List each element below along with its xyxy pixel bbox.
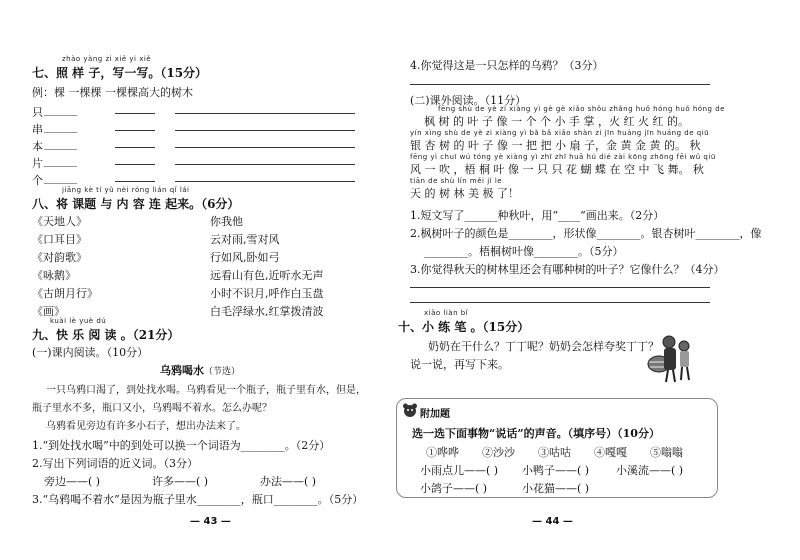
extra-row1-item-1[interactable]: 小雨点儿——( ) (420, 464, 499, 477)
s7-row-3-fill: ______ (44, 137, 77, 150)
s7-row-1-blank-a[interactable] (115, 113, 155, 114)
s10-prompt-2: 说一说，再写下来。 (410, 358, 509, 371)
s8-right-5[interactable]: 小时不识月,呼作白玉盘 (210, 287, 324, 300)
extra-badge (402, 402, 418, 422)
rq3-answer-line-2[interactable] (410, 302, 710, 303)
grandma-child-illustration (644, 332, 694, 388)
read-line-1-pinyin: fēng shù de yè zi xiàng yì gè gè xiǎo shǒu zhǎng huǒ hóng huǒ hóng de (438, 105, 725, 113)
s8-left-4[interactable]: 《咏鹅》 (32, 269, 76, 282)
q4-answer-line[interactable] (410, 84, 710, 85)
s7-row-2-blank-a[interactable] (115, 130, 155, 131)
s8-pinyin: jiāng kè tí yǔ nèi róng lián qǐ lái (62, 186, 190, 194)
s9-q2: 2.写出下列词语的近义词。（3分） (32, 457, 198, 470)
page-number-right: — 44 — (532, 516, 573, 527)
s7-title: 七、照 样 子，写一写。（15分） (32, 66, 208, 80)
s8-left-2[interactable]: 《口耳目》 (32, 233, 87, 246)
read-line-4: 天 的 树 林 美 极 了！ (410, 187, 519, 200)
rq3: 3.你觉得秋天的树林里还会有哪种树的叶子？它像什么？（4分） (410, 263, 725, 276)
story-para-1b: 瓶子里水不多，瓶口又小，乌鸦喝不着水。怎么办呢？ (32, 403, 272, 414)
s9-pinyin: kuài lè yuè dú (50, 317, 107, 325)
s7-row-1-fill: ______ (44, 103, 77, 116)
s7-row-3-blank-a[interactable] (115, 147, 155, 148)
story-para-2: 乌鸦看见旁边有许多小石子，想出办法来了。 (46, 421, 246, 432)
s8-title: 八、将 课题 与 内 容 连 起来。（6分） (32, 197, 240, 211)
s7-example: 例：棵 一棵棵 一棵棵高大的树木 (32, 86, 193, 99)
s8-left-1[interactable]: 《天地人》 (32, 215, 87, 228)
s10-title: 十、小 练 笔 。（15分） (398, 320, 530, 334)
s7-pinyin: zhào yàng zi xiě yi xiě (62, 55, 152, 63)
s10-pinyin: xiǎo liàn bǐ (424, 309, 469, 317)
s9-q3: 3.“乌鸦喝不着水”是因为瓶子里水________，瓶口________。（5分） (32, 493, 364, 506)
s7-row-4-blank-a[interactable] (115, 164, 155, 165)
read-line-2-pinyin: yín xìng shù de yè zi xiàng yì bǎ bǎ xiǎo shàn zi jīn huáng jīn huáng de qiū (410, 129, 710, 137)
read-line-4-pinyin: tiān de shù lín měi jí le (410, 177, 503, 185)
story-para-1: 一只乌鸦口渴了，到处找水喝。乌鸦看见一个瓶子，瓶子里有水，但是， (46, 385, 366, 396)
extra-row2-item-1[interactable]: 小鸽子——( ) (420, 482, 488, 495)
s7-row-4-fill: ______ (44, 154, 77, 167)
extra-option-2: ②沙沙 (482, 446, 515, 459)
s9-q2-a[interactable]: 旁边——( ) (44, 475, 101, 488)
page-number-left: — 43 — (190, 516, 231, 527)
s8-left-6[interactable]: 《画》 (32, 305, 65, 318)
s7-row-2-blank-b[interactable] (175, 130, 355, 131)
rq2: 2.枫树叶子的颜色是________，形状像________。银杏树叶________，像 (410, 227, 762, 240)
s9-sub1: (一)课内阅读。（10分） (32, 346, 149, 359)
read-line-2: 银 杏 树 的 叶 子 像 一 把 把 小 扇 子，金 黄 金 黄 的。 秋 (410, 139, 701, 152)
extra-option-5: ⑤嗡嗡 (650, 446, 683, 459)
extra-row1-item-3[interactable]: 小溪流——( ) (616, 464, 684, 477)
s8-left-5[interactable]: 《古朗月行》 (32, 287, 98, 300)
bear-icon (402, 402, 418, 418)
s10-prompt-1: 奶奶在干什么？丁丁呢？奶奶会怎样夸奖丁丁？ (428, 340, 659, 353)
extra-option-1: ①哗哗 (426, 446, 459, 459)
s7-row-5-blank-b[interactable] (175, 181, 355, 182)
s9-q2-c[interactable]: 办法——( ) (260, 475, 317, 488)
extra-option-3: ③咕咕 (538, 446, 571, 459)
s9-q1: 1.“到处找水喝”中的到处可以换一个词语为________。（2分） (32, 439, 331, 452)
s7-row-5-blank-a[interactable] (115, 181, 155, 182)
rq2b: ________。梧桐树叶像________。（5分） (424, 245, 624, 258)
s8-right-3[interactable]: 行如风,卧如弓 (210, 251, 280, 264)
s7-row-3-char: 本 (32, 140, 43, 153)
s7-row-2-char: 串 (32, 123, 43, 136)
rq1: 1.短文写了______种秋叶，用“____”画出来。（2分） (410, 209, 665, 222)
s7-row-1-blank-b[interactable] (175, 113, 355, 114)
s9-q2-b[interactable]: 许多——( ) (152, 475, 209, 488)
s8-right-1[interactable]: 你我他 (210, 215, 243, 228)
sub2: (二)课外阅读。（11分） (410, 94, 527, 107)
s7-row-1-char: 只 (32, 106, 43, 119)
s8-right-4[interactable]: 远看山有色,近听水无声 (210, 269, 324, 282)
s7-row-2-fill: ______ (44, 120, 77, 133)
s7-row-4-char: 片 (32, 157, 43, 170)
rq3-answer-line-1[interactable] (410, 287, 710, 288)
story-title: 乌鸦喝水（节选） (160, 364, 241, 377)
s7-row-3-blank-b[interactable] (175, 147, 355, 148)
read-line-3: 风 一 吹 ，梧 桐 叶 像 一 只 只 花 蝴 蝶 在 空 中 飞 舞。 秋 (410, 163, 704, 176)
q4: 4.你觉得这是一只怎样的乌鸦？（3分） (410, 59, 604, 72)
extra-label: 附加题 (420, 409, 450, 420)
s7-row-5-fill: ______ (44, 171, 77, 184)
s8-left-3[interactable]: 《对韵歌》 (32, 251, 87, 264)
s7-row-4-blank-b[interactable] (175, 164, 355, 165)
extra-row1-item-2[interactable]: 小鸭子——( ) (522, 464, 590, 477)
extra-title: 选一选下面事物“说话”的声音。（填序号）（10分） (412, 427, 660, 440)
s7-row-5-char: 个 (32, 174, 43, 187)
s9-title: 九、快 乐 阅 读 。（21分） (32, 328, 180, 342)
read-line-3-pinyin: fēng yì chuī wú tóng yè xiàng yì zhī zhī huā hú dié zài kōng zhōng fēi wǔ qiū (410, 153, 716, 161)
extra-row2-item-2[interactable]: 小花猫——( ) (522, 482, 590, 495)
grandma-child-icon (644, 332, 694, 384)
extra-option-4: ④嘎嘎 (594, 446, 627, 459)
s8-right-6[interactable]: 白毛浮绿水,红掌拨清波 (210, 305, 324, 318)
s8-right-2[interactable]: 云对雨,雪对风 (210, 233, 280, 246)
read-line-1: 枫 树 的 叶 子 像 一 个 个 小 手 掌 ，火 红 火 红 的。 (424, 115, 689, 128)
